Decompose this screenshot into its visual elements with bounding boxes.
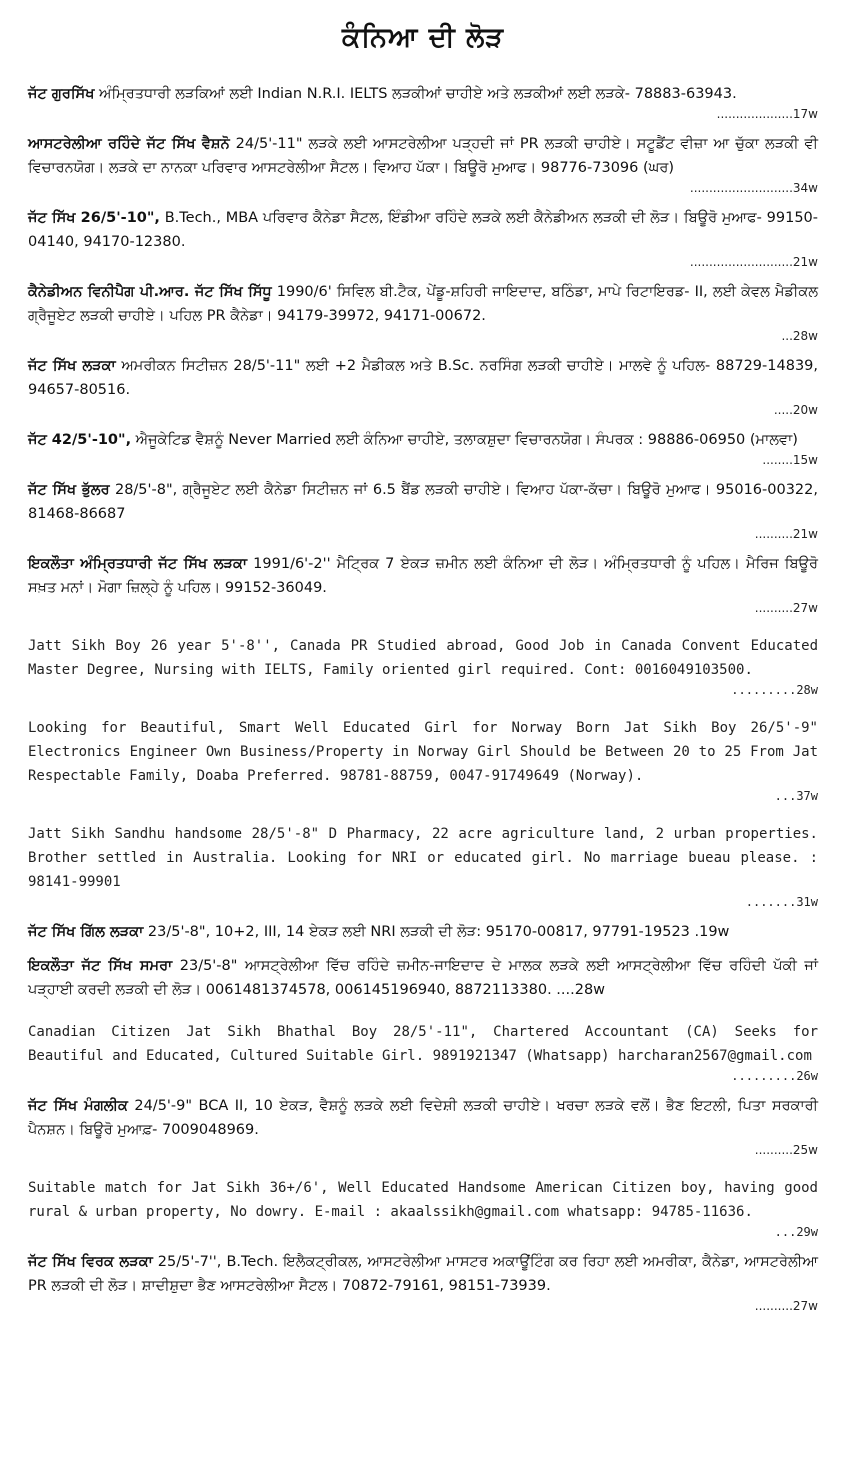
- ad-code: ....................17w: [716, 107, 818, 121]
- ad-text: ਐਜੂਕੇਟਿਡ ਵੈਸ਼ਨੂੰ Never Married ਲਈ ਕੰਨਿਆ ਚਾਹੀਏ, ਤਲਾਕਸ਼ੁਦਾ ਵਿਚਾਰਨਯੋਗ। ਸੰਪਰਕ : 98886-06950 (ਮਾਲਵਾ): [131, 432, 798, 448]
- ad-code: ..........21w: [754, 527, 818, 541]
- ad-text: 23/5'-8", 10+2, III, 14 ਏਕੜ ਲਈ NRI ਲੜਕੀ ਦੀ ਲੋੜ: 95170-00817, 97791-19523 .19w: [143, 924, 730, 940]
- ad-text: 1990/6' ਸਿਵਿਲ ਬੀ.ਟੈਕ, ਪੇਂਡੂ-ਸ਼ਹਿਰੀ ਜਾਇਦਾਦ, ਬਠਿੰਡਾ, ਮਾਪੇ ਰਿਟਾਇਰਡ- II, ਲਈ ਕੇਵਲ ਮੈਡੀਕਲ ਗ੍ਰੈਜੂਏਟ ਲੜਕੀ ਚਾਹੀਏ। ਪਹਿਲ PR ਕੈਨੇਡਾ। 94179-39972, 94171-00672.: [28, 284, 819, 324]
- ads-block-2: [28, 920, 818, 1002]
- classified-ad: [28, 1250, 818, 1314]
- ad-lead: ਜੱਟ ਗੁਰਸਿੱਖ: [28, 86, 95, 102]
- classified-ad: [28, 634, 818, 698]
- ads-block-1: [28, 82, 818, 616]
- ad-lead: ਜੱਟ ਸਿੱਖ ਲੜਕਾ: [28, 358, 116, 374]
- ad-code: ...29w: [774, 1225, 818, 1239]
- ad-code: ...........................21w: [689, 255, 818, 269]
- ad-lead: ਆਸਟਰੇਲੀਆ ਰਹਿੰਦੇ ਜੱਟ ਸਿੱਖ ਵੈਸ਼ਨੋ: [28, 136, 230, 152]
- ad-text: ਅੰਮ੍ਰਿਤਧਾਰੀ ਲੜਕਿਆਂ ਲਈ Indian N.R.I. IELTS ਲੜਕੀਆਂ ਚਾਹੀਏ ਅਤੇ ਲੜਕੀਆਂ ਲਈ ਲੜਕੇ- 78883-63943.: [94, 86, 737, 102]
- ad-lead: ਇਕਲੌਤਾ ਅੰਮ੍ਰਿਤਧਾਰੀ ਜੱਟ ਸਿੱਖ ਲੜਕਾ: [28, 556, 248, 572]
- ad-code: .........26w: [731, 1069, 818, 1083]
- ad-code: ........15w: [762, 453, 818, 467]
- classified-ad: [28, 428, 818, 468]
- ads-block-3: [28, 1094, 818, 1158]
- classified-ad: [28, 132, 818, 196]
- ad-code: .....20w: [773, 403, 818, 417]
- ad-text: 1991/6'-2'' ਮੈਟ੍ਰਿਕ 7 ਏਕੜ ਜ਼ਮੀਨ ਲਈ ਕੰਨਿਆ ਦੀ ਲੋੜ। ਅੰਮ੍ਰਿਤਧਾਰੀ ਨੂੰ ਪਹਿਲ। ਮੈਰਿਜ ਬਿਊਰੋ ਸਖ਼ਤ ਮਨਾਂ। ਮੋਗਾ ਜ਼ਿਲ੍ਹੇ ਨੂੰ ਪਹਿਲ। 99152-36049.: [28, 556, 818, 596]
- classified-ad: [28, 1094, 818, 1158]
- ad-text: 24/5'-11" ਲੜਕੇ ਲਈ ਆਸਟਰੇਲੀਆ ਪੜ੍ਹਦੀ ਜਾਂ PR ਲੜਕੀ ਚਾਹੀਏ। ਸਟੂਡੈਂਟ ਵੀਜ਼ਾ ਆ ਚੁੱਕਾ ਲੜਕੀ ਵੀ ਵਿਚਾਰਨਯੋਗ। ਲੜਕੇ ਦਾ ਨਾਨਕਾ ਪਰਿਵਾਰ ਆਸਟਰੇਲੀਆ ਸੈਟਲ। ਵਿਆਹ ਪੱਕਾ। ਬਿਊਰੋ ਮੁਆਫ। 98776-73096 (ਘਰ): [28, 136, 818, 176]
- ad-code: ..........27w: [754, 1299, 818, 1313]
- ad-text: Suitable match for Jat Sikh 36+/6', Well Educated Handsome American Citizen boy, having good rural & urban property, No dowry. E-mail : akaalssikh@gmail.com whatsapp: 94785-11636.: [28, 1180, 818, 1220]
- classified-ad: [28, 1176, 818, 1240]
- classified-ad: [28, 280, 818, 344]
- ad-lead: ਜੱਟ ਸਿੱਖ 26/5'-10",: [28, 210, 160, 226]
- ad-text: ਅਮਰੀਕਨ ਸਿਟੀਜ਼ਨ 28/5'-11" ਲਈ +2 ਮੈਡੀਕਲ ਅਤੇ B.Sc. ਨਰਸਿੰਗ ਲੜਕੀ ਚਾਹੀਏ। ਮਾਲਵੇ ਨੂੰ ਪਹਿਲ- 88729-14839, 94657-80516.: [28, 358, 819, 398]
- ad-text: Jatt Sikh Sandhu handsome 28/5'-8" D Pharmacy, 22 acre agriculture land, 2 urban properties. Brother settled in Australia. Looking for NRI or educated girl. No marriage bueau please. : 98141-99901: [28, 826, 818, 890]
- ad-text: 24/5'-9" BCA II, 10 ਏਕੜ, ਵੈਸ਼ਨੂੰ ਲੜਕੇ ਲਈ ਵਿਦੇਸ਼ੀ ਲੜਕੀ ਚਾਹੀਏ। ਖਰਚਾ ਲੜਕੇ ਵਲੋਂ। ਭੈਣ ਇਟਲੀ, ਪਿਤਾ ਸਰਕਾਰੀ ਪੈਨਸ਼ਨ। ਬਿਊਰੋ ਮੁਆਫ਼- 7009048969.: [28, 1098, 818, 1138]
- ad-lead: ਜੱਟ ਸਿੱਖ ਵਿਰਕ ਲੜਕਾ: [28, 1254, 153, 1270]
- classified-ad: [28, 206, 818, 270]
- classified-ad: [28, 954, 818, 1002]
- classified-ad: [28, 478, 818, 542]
- english-ads-block-1: [28, 634, 818, 910]
- ad-code: ..........25w: [754, 1143, 818, 1157]
- ad-lead: ਜੱਟ 42/5'-10",: [28, 432, 132, 448]
- ad-lead: ਕੈਨੇਡੀਅਨ ਵਿਨੀਪੈਗ ਪੀ.ਆਰ. ਜੱਟ ਸਿੱਖ ਸਿੱਧੂ: [28, 284, 272, 300]
- classified-ad: [28, 716, 818, 804]
- page-title: ਕੰਨਿਆ ਦੀ ਲੋੜ: [341, 22, 505, 53]
- ads-block-4: [28, 1250, 818, 1314]
- classified-ad: [28, 552, 818, 616]
- ad-lead: ਜੱਟ ਸਿੱਖ ਮੰਗਲੀਕ: [28, 1098, 128, 1114]
- ad-code: ..........27w: [754, 601, 818, 615]
- ad-text: 28/5'-8", ਗ੍ਰੈਜੂਏਟ ਲਈ ਕੈਨੇਡਾ ਸਿਟੀਜ਼ਨ ਜਾਂ 6.5 ਬੈਂਡ ਲੜਕੀ ਚਾਹੀਏ। ਵਿਆਹ ਪੱਕਾ-ਕੱਚਾ। ਬਿਊਰੋ ਮੁਆਫ। 95016-00322, 81468-86687: [28, 482, 818, 522]
- ad-text: 25/5'-7'', B.Tech. ਇਲੈਕਟ੍ਰੀਕਲ, ਆਸਟਰੇਲੀਆ ਮਾਸਟਰ ਅਕਾਊਂਟਿੰਗ ਕਰ ਰਿਹਾ ਲਈ ਅਮਰੀਕਾ, ਕੈਨੇਡਾ, ਆਸਟਰੇਲੀਆ PR ਲੜਕੀ ਦੀ ਲੋੜ। ਸ਼ਾਦੀਸ਼ੁਦਾ ਭੈਣ ਆਸਟਰੇਲੀਆ ਸੈਟਲ। 70872-79161, 98151-73939.: [28, 1254, 818, 1294]
- ad-lead: ਜੱਟ ਸਿੱਖ ਭੁੱਲਰ: [28, 482, 110, 498]
- classified-ad: [28, 82, 818, 122]
- ad-text: B.Tech., MBA ਪਰਿਵਾਰ ਕੈਨੇਡਾ ਸੈਟਲ, ਇੰਡੀਆ ਰਹਿੰਦੇ ਲੜਕੇ ਲਈ ਕੈਨੇਡੀਅਨ ਲੜਕੀ ਦੀ ਲੋੜ। ਬਿਊਰੋ ਮੁਆਫ- 99150-04140, 94170-12380.: [28, 210, 818, 250]
- classified-ad: [28, 822, 818, 910]
- classified-ad: [28, 1020, 818, 1084]
- ad-text: Canadian Citizen Jat Sikh Bhathal Boy 28/5'-11", Chartered Accountant (CA) Seeks for Beautiful and Educated, Cultured Suitable Girl. 9891921347 (Whatsapp) harcharan2567@gmail.com: [28, 1024, 818, 1064]
- ad-code: ...28w: [781, 329, 818, 343]
- classified-ad: [28, 354, 818, 418]
- ad-lead: ਜੱਟ ਸਿੱਖ ਗਿੱਲ ਲੜਕਾ: [28, 924, 144, 940]
- ad-code: ...37w: [774, 789, 818, 803]
- ad-text: Looking for Beautiful, Smart Well Educated Girl for Norway Born Jat Sikh Boy 26/5'-9" Electronics Engineer Own Business/Property in Norway Girl Should be Between 20 to 25 From Jat Respectable Family, Doaba Preferred. 98781-88759, 0047-91749649 (Norway).: [28, 720, 818, 784]
- ad-text: 23/5'-8" ਆਸਟ੍ਰੇਲੀਆ ਵਿੱਚ ਰਹਿੰਦੇ ਜ਼ਮੀਨ-ਜਾਇਦਾਦ ਦੇ ਮਾਲਕ ਲੜਕੇ ਲਈ ਆਸਟ੍ਰੇਲੀਆ ਵਿੱਚ ਰਹਿੰਦੀ ਪੱਕੀ ਜਾਂ ਪੜ੍ਹਾਈ ਕਰਦੀ ਲੜਕੀ ਦੀ ਲੋੜ। 0061481374578, 006145196940, 8872113380. ....28w: [28, 958, 818, 998]
- classified-ad: [28, 920, 818, 944]
- english-ads-block-3: [28, 1176, 818, 1240]
- ad-code: .......31w: [745, 895, 818, 909]
- ad-code: ...........................34w: [689, 181, 818, 195]
- ad-lead: ਇਕਲੌਤਾ ਜੱਟ ਸਿੱਖ ਸਮਰਾ: [28, 958, 173, 974]
- ad-code: .........28w: [731, 683, 818, 697]
- ad-text: Jatt Sikh Boy 26 year 5'-8'', Canada PR Studied abroad, Good Job in Canada Convent Educated Master Degree, Nursing with IELTS, Family oriented girl required. Cont: 0016049103500.: [28, 638, 818, 678]
- english-ads-block-2: [28, 1020, 818, 1084]
